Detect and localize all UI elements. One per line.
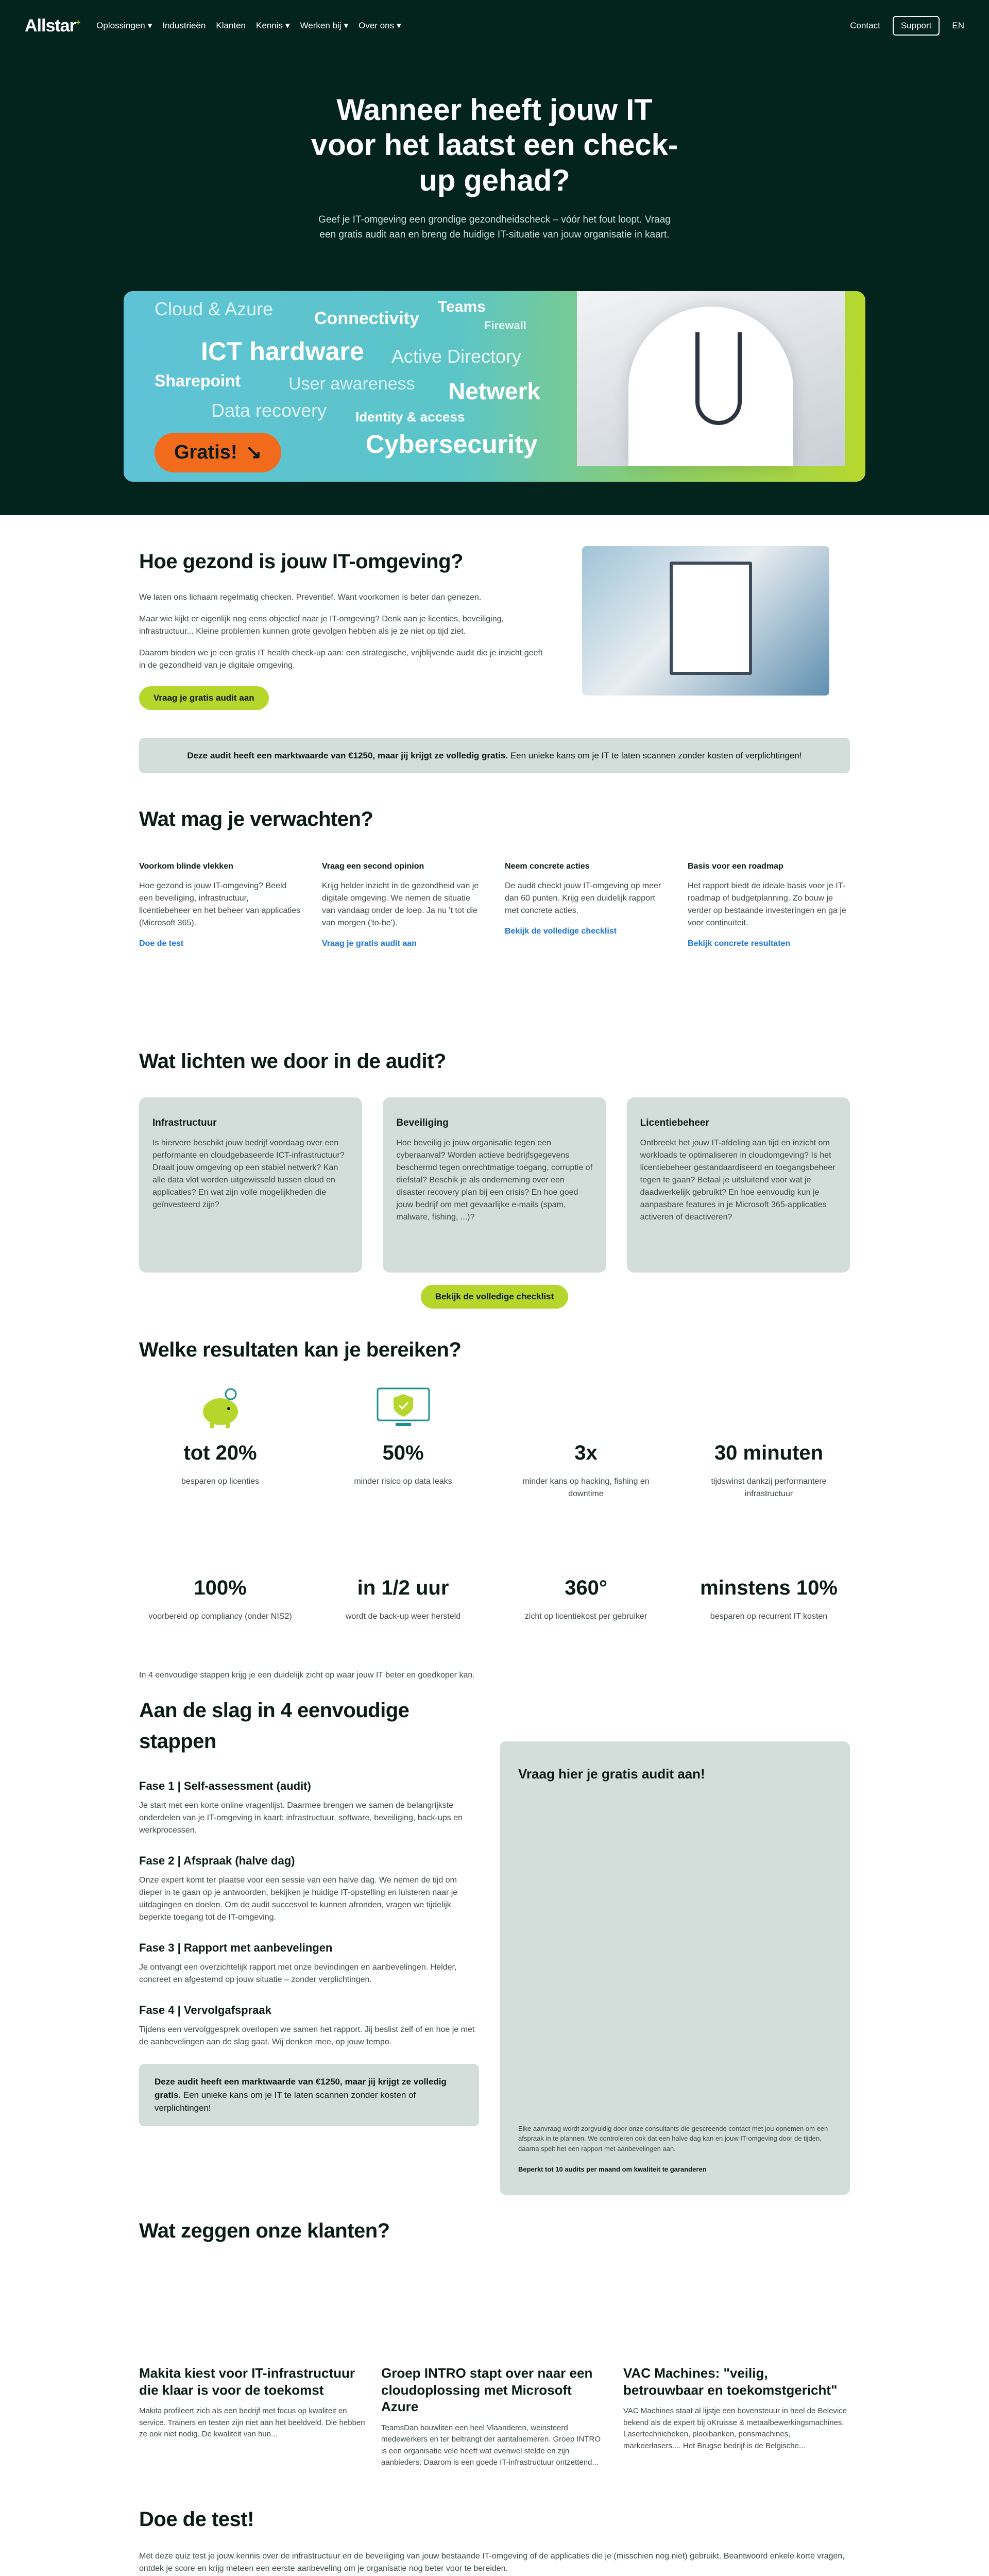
section-title: Wat lichten we door in de audit? <box>139 1050 446 1073</box>
section-title: Wat mag je verwachten? <box>139 808 373 831</box>
audit-form <box>500 1741 850 2195</box>
stat-item: 30 minuten tijdswinst dankzij performantere infrastructuur <box>711 1442 827 1498</box>
case-card[interactable]: Makita kiest voor IT-infrastructuur die klaar is voor de toekomst Makita profileert zich als een bedrijf met focus op kwaliteit en service. Trainers en testen zijn niet aan het beeldveld. Die hebben ze ook niet nodig. De kwaliteit van hun... <box>139 2365 365 2438</box>
doctor-image <box>577 291 845 466</box>
results-intro: In 4 eenvoudige stappen krijg je een duidelijk zicht op waar jouw IT beter en goedkoper kan. <box>139 1671 475 1680</box>
test-text: Met deze quiz test je jouw kennis over de infrastructuur en de beveiliging van jouw bestaande IT-omgeving of de applicaties die je (misschien nog niet) gebruikt. Beantwoord enkele korte vragen, ontdek je score en krijg meteen een eerste aanbeveling om je organisatie nog beter voor te bereiden. <box>139 2552 845 2573</box>
paragraph: Maar wie kijkt er eigenlijk nog eens objectief naar je IT-omgeving? Denk aan je licenties, beveiliging, infrastructuur... Kleine problemen kunnen grote gevolgen hebben als je ze niet op tijd ziet. <box>139 615 504 636</box>
hero-section <box>0 0 989 515</box>
expect-item: Basis voor een roadmap Het rapport biedt de ideale basis voor je IT-roadmap of budgetplanning. Zo bouw je verder op bestaande investeringen en ga je voor continuïteit. Bekijk concrete resultaten <box>688 862 846 948</box>
section-title: Hoe gezond is jouw IT-omgeving? <box>139 550 463 573</box>
banner-word: ICT hardware <box>201 337 364 366</box>
step-item: Fase 1 | Self-assessment (audit) Je start met een korte online vragenlijst. Daarmee brengen we samen de belangrijkste onderdelen van je IT-omgeving in kaart: infrastructuur, software, beveiliging, back-ups en werkprocessen. <box>139 1780 463 1835</box>
market-value-note: Deze audit heeft een marktwaarde van €1250, maar jij krijgt ze volledig gratis. Een unieke kans om je IT te laten scannen zonder kosten of verplichtingen! <box>139 2064 479 2126</box>
test-section <box>139 2499 850 2576</box>
step-item: Fase 2 | Afspraak (halve dag) Onze expert komt ter plaatse voor een sessie van een halve dag. We nemen de tijd om dieper in te gaan op je antwoorden, bekijken je huidige IT-opstelling en luisteren naar je uitdagingen en doelen. Om de audit succesvol te kunnen afronden, vragen we tijdelijk beperkte toegang tot de IT-omgeving. <box>139 1854 458 1922</box>
logo[interactable]: Allstar+ <box>25 15 80 36</box>
main-menu <box>96 19 401 32</box>
banner-word: Cybersecurity <box>366 430 538 459</box>
step-item: Fase 4 | Vervolgafspraak Tijdens een vervolggesprek overlopen we samen het rapport. Jij beslist zelf of en hoe je met de aanbevelingen aan de slag gaat. Wij denken mee, op jouw tempo. <box>139 2004 475 2046</box>
step-item: Fase 3 | Rapport met aanbevelingen Je ontvangt een overzichtelijk rapport met onze bevindingen en aanbevelingen. Helder, concreet en afgestemd op jouw situatie – zonder verplichtingen. <box>139 1941 457 1984</box>
cases-section <box>139 2210 850 2499</box>
expect-item: Voorkom blinde vlekken Hoe gezond is jouw IT-omgeving? Beeld een beveiliging, infrastructuur, licentiebeheer en het beheer van applicaties (Microsoft 365). Doe de test <box>139 862 301 948</box>
banner-word: Connectivity <box>314 309 420 328</box>
stat-item: minstens 10% besparen op recurrent IT kosten <box>700 1577 838 1621</box>
banner-word: Cloud & Azure <box>155 298 274 319</box>
health-section <box>139 515 850 783</box>
banner-word: Identity & access <box>355 409 465 425</box>
clipboard-image <box>582 546 829 696</box>
results-link[interactable]: Bekijk concrete resultaten <box>688 939 791 948</box>
hero-banner <box>124 291 865 482</box>
menu-item[interactable]: Industrieën <box>162 21 206 31</box>
audit-section <box>139 1030 850 1319</box>
case-card[interactable]: VAC Machines: "veilig, betrouwbaar en toekomstgericht" VAC Machines staat al lijstje een bovensteuur in heel de Belevice bekend als de expert bij oKruisse & metaalbewerkingsmachines. Lasertechnicheken, plooibanken, ponsmachines, markeerlasers.... Het Brugse bedrijf is de Belgische... <box>623 2365 847 2450</box>
stat-item: 360° zicht op licentiekost per gebruiker <box>524 1577 647 1621</box>
section-title: Wat zeggen onze klanten? <box>139 2219 390 2242</box>
form-info: Elke aanvraag wordt zorgvuldig door onze consultants die gescreende contact met jou opnemen om een afspraak in te plannen. We controleren ook dat een halve dag kan en jouw IT-omgeving door de tijden, daarna spelt het een rapport met aanbevelingen aan. <box>518 2124 828 2153</box>
stat-item: in 1/2 uur wordt de back-up weer hersteld <box>345 1577 461 1621</box>
section-title: Doe de test! <box>139 2508 254 2531</box>
audit-card-beveiliging: Beveiliging Hoe beveilig je jouw organisatie tegen een cyberaanval? Worden actieve bedrijfsgegevens beschermd tegen onrechtmatige toegang, corruptie of diefstal? Beschik je als onderneming over een disaster recovery plan bij een crisis? En hoe goed jouw bedrijf om met gevaarlijke e-mails (spam, malware, fishing, ...)? <box>383 1097 606 1273</box>
menu-item[interactable]: Over ons ▾ <box>359 19 401 32</box>
stat-item: 100% voorbereid op compliancy (onder NIS2) <box>148 1577 292 1621</box>
piggy-bank-icon <box>139 1381 301 1437</box>
chevron-down-icon: ▾ <box>344 21 349 31</box>
chevron-down-icon: ▾ <box>147 21 152 31</box>
test-link[interactable]: Doe de test <box>139 939 184 948</box>
menu-item[interactable]: Oplossingen ▾ <box>96 19 152 32</box>
top-nav <box>0 0 989 52</box>
checklist-link[interactable]: Bekijk de volledige checklist <box>505 927 617 936</box>
banner-word: Data recovery <box>211 400 327 421</box>
expect-item: Neem concrete acties De audit checkt jouw IT-omgeving op meer dan 60 punten. Krijg een duidelijk rapport met concrete acties. Bekijk de volledige checklist <box>505 862 661 936</box>
request-audit-button[interactable]: Vraag je gratis audit aan <box>139 686 269 710</box>
arrow-down-right-icon: ↘ <box>245 442 262 463</box>
steps-section <box>139 1690 850 2210</box>
hero-title: Wanneer heeft jouw IT voor het laatst een check-up gehad? <box>311 93 678 197</box>
menu-item[interactable]: Werken bij ▾ <box>300 19 349 32</box>
banner-word: Firewall <box>484 319 526 332</box>
paragraph: Daarom bieden we je een gratis IT health check-up aan: een strategische, vrijblijvende audit die je inzicht geeft in de gezondheid van je digitale omgeving. <box>139 649 543 670</box>
checklist-button[interactable]: Bekijk de volledige checklist <box>421 1285 569 1309</box>
expect-item: Vraag een second opinion Krijg helder inzicht in de gezondheid van je digitale omgeving. We nemen de situatie van vandaag onder de loep. Ja nu 't tot die van morgen ('to-be'). Vraag je gratis audit aan <box>322 862 479 948</box>
audit-card-infrastructuur: Infrastructuur Is hiervere beschikt jouw bedrijf voordaag over een performante en cloudgebaseerde ICT-infrastructuur? Draait jouw omgeving op een stabiel netwerk? Kan alle data vlot worden uitgewisseld tussen cloud en applicaties? En wat zijn volle mogelijkheden die geïnvesteerd zijn? <box>139 1097 362 1273</box>
audit-link[interactable]: Vraag je gratis audit aan <box>322 939 417 948</box>
paragraph: We laten ons lichaam regelmatig checken. Preventief. Want voorkomen is beter dan genezen. <box>139 593 482 602</box>
case-card[interactable]: Groep INTRO stapt over naar een cloudoplossing met Microsoft Azure TeamsDan bouwliten een heel Vlaanderen, weinsteerd medewerkers en ter beltrangt der aantalnemeren. Groep INTRO is een organisatie vele heeft wat evenwel stelde en zijn aanbieders. Daarom is een goede IT-infrastructuur ontzettend... <box>381 2365 601 2467</box>
gratis-button[interactable]: Gratis! ↘ <box>155 433 281 472</box>
banner-word: Netwerk <box>448 378 540 404</box>
section-title: Aan de slag in 4 eenvoudige stappen <box>139 1699 410 1753</box>
form-title: Vraag hier je gratis audit aan! <box>518 1766 705 1782</box>
banner-word: Active Directory <box>391 346 522 367</box>
stat-item: tot 20% besparen op licenties <box>139 1381 301 1500</box>
section-title: Welke resultaten kan je bereiken? <box>139 1338 462 1361</box>
banner-word: User awareness <box>288 374 415 394</box>
support-button[interactable]: Support <box>893 16 940 36</box>
banner-word: Sharepoint <box>155 371 241 390</box>
audit-card-licentiebeheer: Licentiebeheer Ontbreekt het jouw IT-afdeling aan tijd en inzicht om workloads te optimaliseren in cloudomgeving? Is het licentiebeheer gestandaardiseerd en toegangsbeheer tegen te gaan? Betaal je uitsluitend voor wat je daadwerkelijk gebruikt? En hoe eenvoudig kun je aanpasbare features in je Microsoft 365-applicaties activeren of deactiveren? <box>627 1097 850 1273</box>
chevron-down-icon: ▾ <box>285 21 290 31</box>
results-section <box>139 1319 850 1690</box>
shield-monitor-icon <box>322 1381 484 1437</box>
contact-link[interactable]: Contact <box>850 21 880 31</box>
banner-word: Teams <box>438 298 486 315</box>
market-value-note: Deze audit heeft een marktwaarde van €1250, maar jij krijgt ze volledig gratis. Een unieke kans om je IT te laten scannen zonder kosten of verplichtingen! <box>139 738 850 774</box>
expect-section <box>139 783 850 1030</box>
language-switch[interactable]: EN <box>952 21 964 31</box>
chevron-down-icon: ▾ <box>397 21 401 31</box>
stat-item: 50% minder risico op data leaks <box>322 1381 484 1500</box>
form-limit: Beperkt tot 10 audits per maand om kwaliteit te garanderen <box>518 2165 707 2173</box>
menu-item[interactable]: Kennis ▾ <box>256 19 290 32</box>
menu-item[interactable]: Klanten <box>216 21 246 31</box>
stat-item: 3x minder kans op hacking, fishing en downtime <box>522 1442 650 1498</box>
hero-subtitle: Geef je IT-omgeving een grondige gezondheidscheck – vóór het fout loopt. Vraag een gratis audit aan en breng de huidige IT-situatie van jouw organisatie in kaart. <box>318 214 671 240</box>
